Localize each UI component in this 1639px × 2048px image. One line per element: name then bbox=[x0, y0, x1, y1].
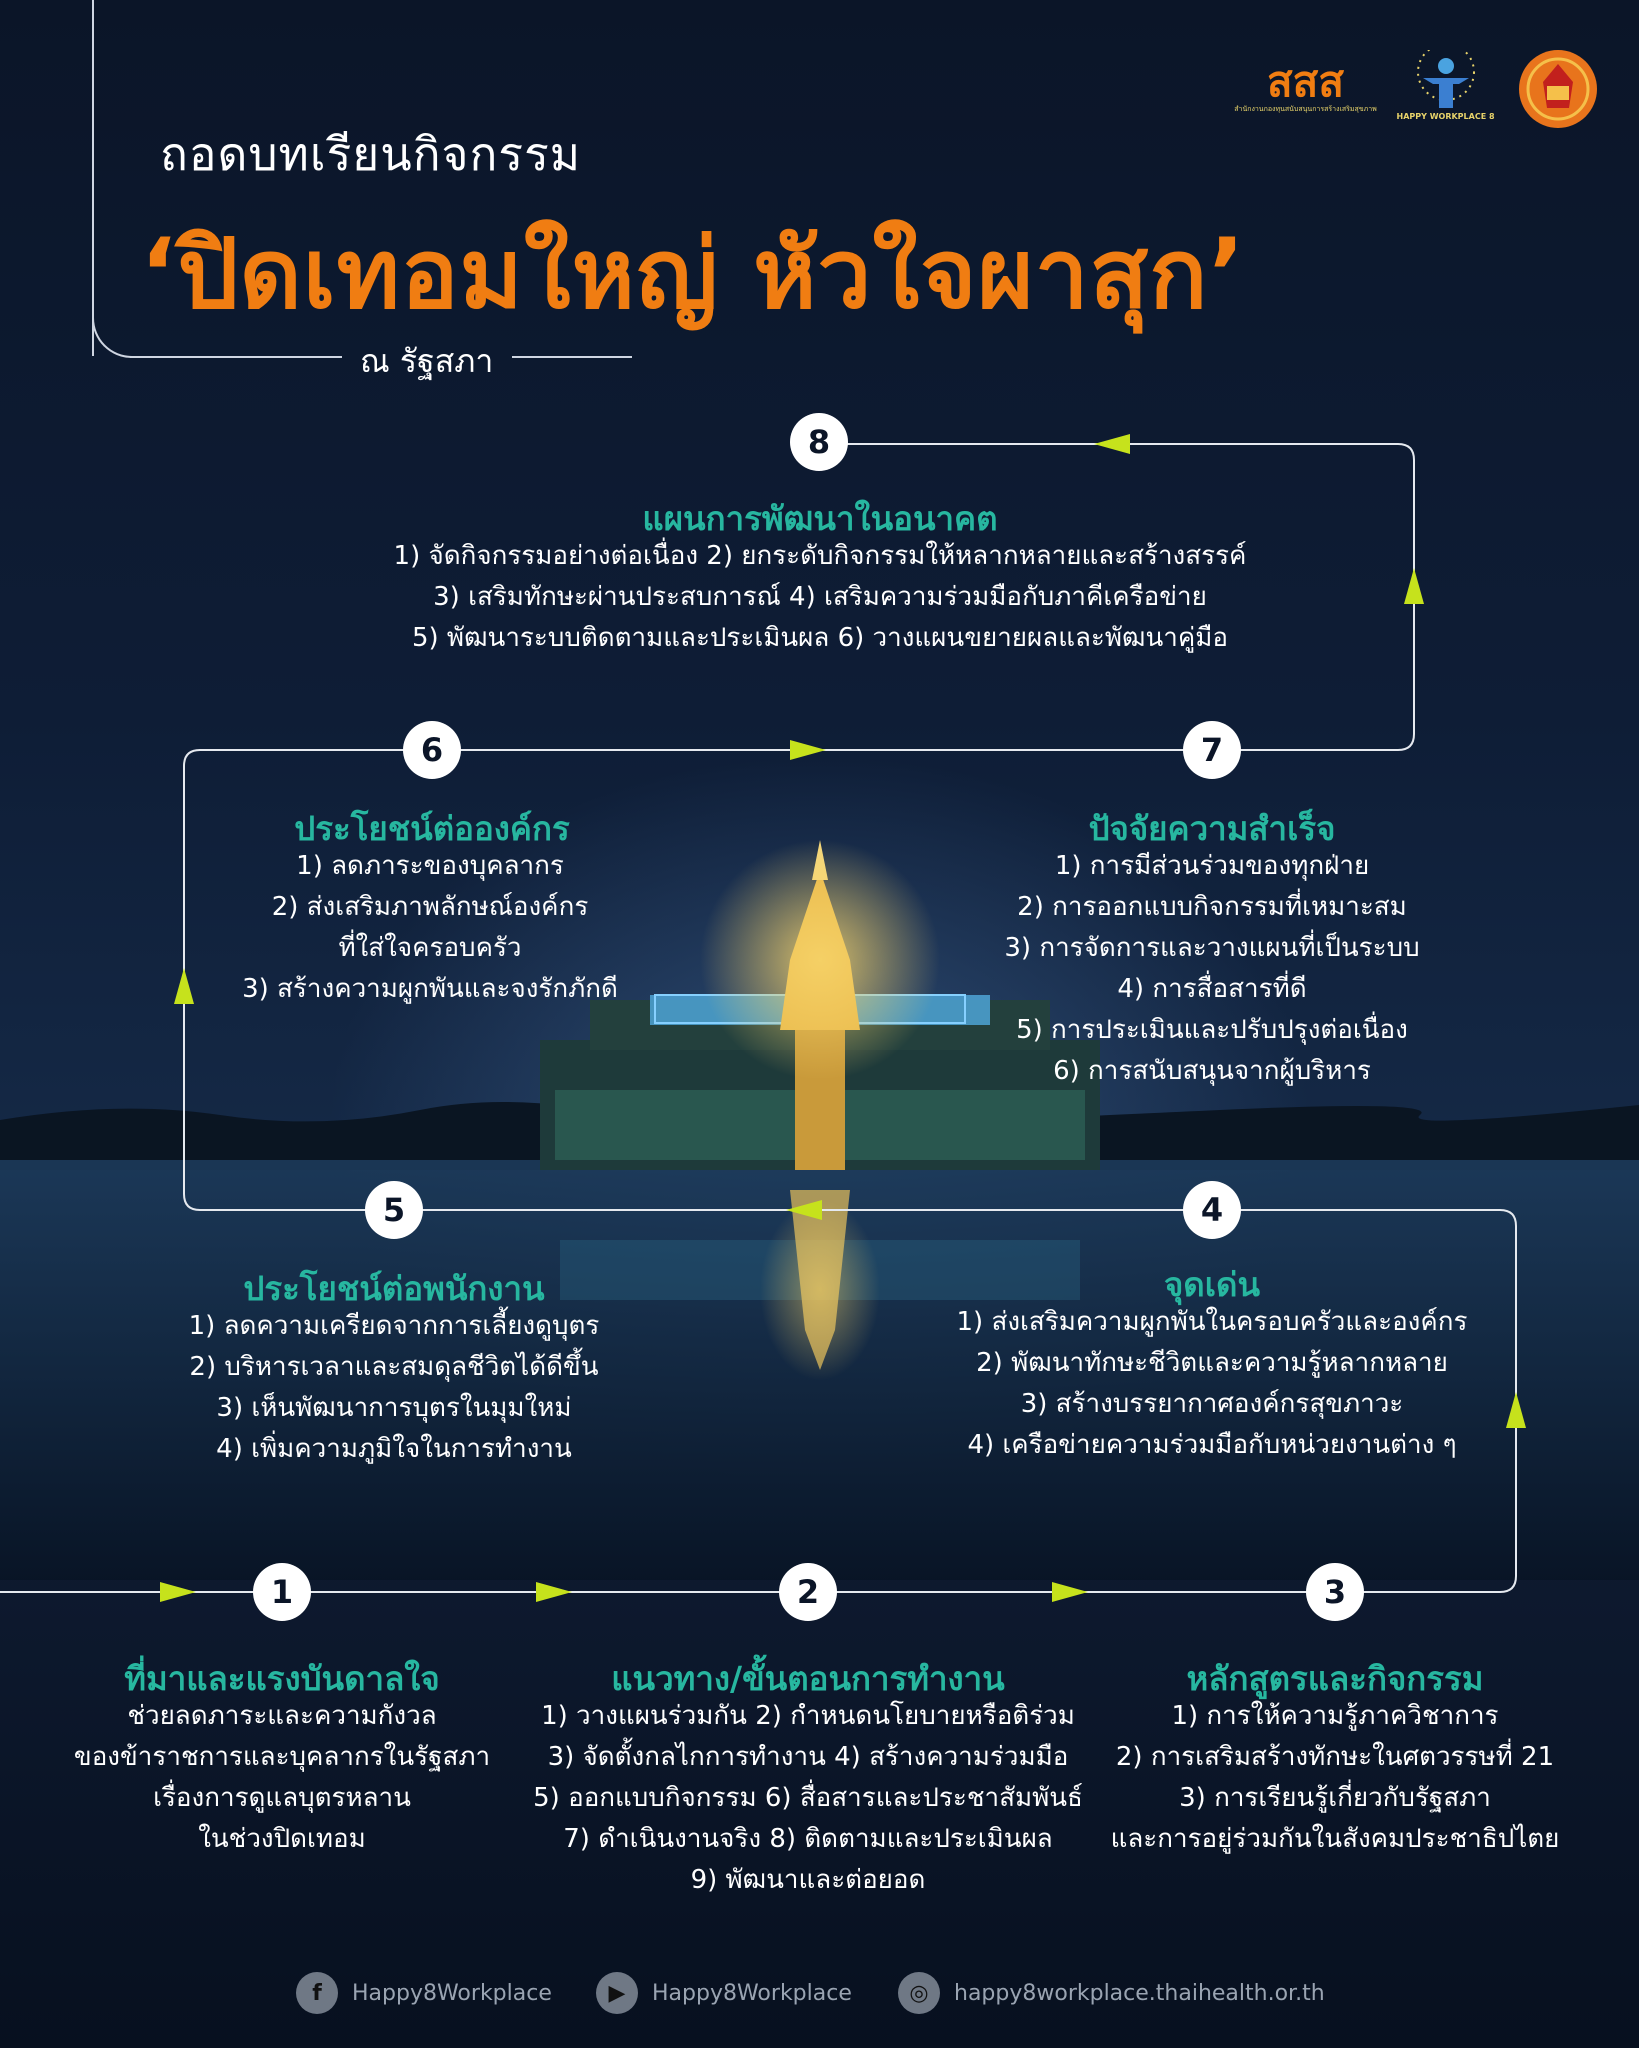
footer-website-link[interactable] bbox=[898, 1972, 1325, 2014]
section-line: ช่วยลดภาระและความกังวล bbox=[127, 1701, 437, 1731]
section-line: 1) ลดภาระของบุคลากร bbox=[296, 851, 564, 881]
section-line: 4) การสื่อสารที่ดี bbox=[1117, 974, 1307, 1004]
section-body-4 bbox=[942, 1302, 1482, 1466]
section-line: ในช่วงปิดเทอม bbox=[198, 1824, 366, 1854]
footer-youtube-link[interactable] bbox=[596, 1972, 852, 2014]
arrow-up-icon bbox=[1506, 1392, 1526, 1428]
section-line: 1) จัดกิจกรรมอย่างต่อเนื่อง 2) ยกระดับกิจกรรมให้หลากหลายและสร้างสรรค์ bbox=[393, 541, 1247, 571]
location-label: ณ รัฐสภา bbox=[360, 342, 494, 380]
arrow-right-icon bbox=[790, 740, 826, 760]
section-body-2 bbox=[528, 1696, 1088, 1901]
sss-logo-tagline: สำนักงานกองทุนสนับสนุนการสร้างเสริมสุขภาพ bbox=[1234, 104, 1377, 113]
section-title-8: แผนการพัฒนาในอนาคต bbox=[642, 499, 998, 538]
page-subtitle: ถอดบทเรียนกิจกรรม bbox=[160, 127, 582, 181]
section-title-3: หลักสูตรและกิจกรรม bbox=[1186, 1659, 1484, 1698]
section-title-5: ประโยชน์ต่อพนักงาน bbox=[243, 1269, 545, 1308]
website-url: happy8workplace.thaihealth.or.th bbox=[954, 1980, 1325, 2006]
section-line: 1) การให้ความรู้ภาควิชาการ bbox=[1171, 1701, 1499, 1731]
arrow-up-icon bbox=[174, 968, 194, 1004]
section-line: 2) บริหารเวลาและสมดุลชีวิตได้ดีขึ้น bbox=[189, 1352, 599, 1382]
facebook-icon: f bbox=[296, 1972, 338, 2014]
section-line: 1) วางแผนร่วมกัน 2) กำหนดนโยบายหรือติร่วม bbox=[541, 1701, 1075, 1731]
arrow-left-icon bbox=[786, 1200, 822, 1220]
section-line: 2) ส่งเสริมภาพลักษณ์องค์กร bbox=[271, 892, 589, 922]
section-line: 4) เพิ่มความภูมิใจในการทำงาน bbox=[216, 1434, 572, 1464]
youtube-icon: ▶ bbox=[596, 1972, 638, 2014]
page-title: ‘ปิดเทอมใหญ่ หัวใจผาสุก’ bbox=[140, 218, 1246, 330]
section-line: 2) การเสริมสร้างทักษะในศตวรรษที่ 21 bbox=[1115, 1742, 1555, 1772]
section-line: เรื่องการดูแลบุตรหลาน bbox=[153, 1783, 411, 1813]
section-line: 9) พัฒนาและต่อยอด bbox=[690, 1865, 926, 1895]
section-line: 1) ส่งเสริมความผูกพันในครอบครัวและองค์กร bbox=[956, 1307, 1468, 1337]
step-number-7: 7 bbox=[1183, 721, 1241, 779]
section-line: 4) เครือข่ายความร่วมมือกับหน่วยงานต่าง ๆ bbox=[967, 1430, 1457, 1460]
section-title-1: ที่มาและแรงบันดาลใจ bbox=[124, 1659, 440, 1698]
section-line: 5) การประเมินและปรับปรุงต่อเนื่อง bbox=[1016, 1015, 1408, 1045]
section-line: 6) การสนับสนุนจากผู้บริหาร bbox=[1053, 1056, 1371, 1086]
step-number-1: 1 bbox=[253, 1563, 311, 1621]
arrow-right-icon bbox=[536, 1582, 572, 1602]
section-line: 1) การมีส่วนร่วมของทุกฝ่าย bbox=[1054, 851, 1370, 881]
section-title-2: แนวทาง/ขั้นตอนการทำงาน bbox=[611, 1659, 1005, 1698]
step-number-8: 8 bbox=[790, 413, 848, 471]
section-line: 2) พัฒนาทักษะชีวิตและความรู้หลากหลาย bbox=[976, 1348, 1448, 1378]
section-line: 5) ออกแบบกิจกรรม 6) สื่อสารและประชาสัมพันธ์ bbox=[533, 1783, 1083, 1813]
section-body-3 bbox=[1100, 1696, 1570, 1860]
youtube-handle: Happy8Workplace bbox=[652, 1980, 852, 2006]
step-number-2: 2 bbox=[779, 1563, 837, 1621]
section-line: ที่ใส่ใจครอบครัว bbox=[338, 933, 522, 963]
section-line: ของข้าราชการและบุคลากรในรัฐสภา bbox=[73, 1742, 491, 1772]
section-body-6 bbox=[200, 846, 660, 1010]
step-number-6: 6 bbox=[403, 721, 461, 779]
arrow-right-icon bbox=[160, 1582, 196, 1602]
arrow-right-icon bbox=[1052, 1582, 1088, 1602]
sss-logo-text: สสส bbox=[1267, 56, 1344, 106]
section-body-7 bbox=[962, 846, 1462, 1092]
section-body-5 bbox=[154, 1306, 634, 1470]
section-line: 1) ลดความเครียดจากการเลี้ยงดูบุตร bbox=[188, 1311, 600, 1341]
section-line: 3) เห็นพัฒนาการบุตรในมุมใหม่ bbox=[216, 1393, 572, 1423]
arrow-up-icon bbox=[1404, 568, 1424, 604]
section-body-8 bbox=[320, 536, 1320, 659]
section-line: 3) เสริมทักษะผ่านประสบการณ์ 4) เสริมความร่วมมือกับภาคีเครือข่าย bbox=[433, 582, 1207, 612]
globe-icon: ◎ bbox=[898, 1972, 940, 2014]
section-title-4: จุดเด่น bbox=[1163, 1265, 1261, 1304]
step-number-5: 5 bbox=[365, 1181, 423, 1239]
happy8-logo-text: HAPPY WORKPLACE 8 bbox=[1396, 111, 1495, 121]
section-line: 5) พัฒนาระบบติดตามและประเมินผล 6) วางแผนขยายผลและพัฒนาคู่มือ bbox=[411, 623, 1229, 653]
section-title-7: ปัจจัยความสำเร็จ bbox=[1088, 809, 1336, 848]
section-line: 3) สร้างบรรยากาศองค์กรสุขภาวะ bbox=[1020, 1389, 1404, 1419]
section-line: 3) การเรียนรู้เกี่ยวกับรัฐสภา bbox=[1179, 1783, 1491, 1813]
footer-facebook-link[interactable] bbox=[296, 1972, 552, 2014]
section-line: 3) การจัดการและวางแผนที่เป็นระบบ bbox=[1004, 933, 1420, 963]
section-line: และการอยู่ร่วมกันในสังคมประชาธิปไตย bbox=[1110, 1824, 1560, 1854]
section-line: 3) จัดตั้งกลไกการทำงาน 4) สร้างความร่วมมือ bbox=[547, 1742, 1069, 1772]
section-line: 3) สร้างความผูกพันและจงรักภักดี bbox=[242, 974, 618, 1004]
arrow-left-icon bbox=[1094, 434, 1130, 454]
section-title-6: ประโยชน์ต่อองค์กร bbox=[294, 809, 570, 848]
facebook-handle: Happy8Workplace bbox=[352, 1980, 552, 2006]
section-line: 7) ดำเนินงานจริง 8) ติดตามและประเมินผล bbox=[563, 1824, 1053, 1854]
section-body-1 bbox=[62, 1696, 502, 1860]
section-line: 2) การออกแบบกิจกรรมที่เหมาะสม bbox=[1017, 892, 1407, 922]
step-number-4: 4 bbox=[1183, 1181, 1241, 1239]
step-number-3: 3 bbox=[1306, 1563, 1364, 1621]
